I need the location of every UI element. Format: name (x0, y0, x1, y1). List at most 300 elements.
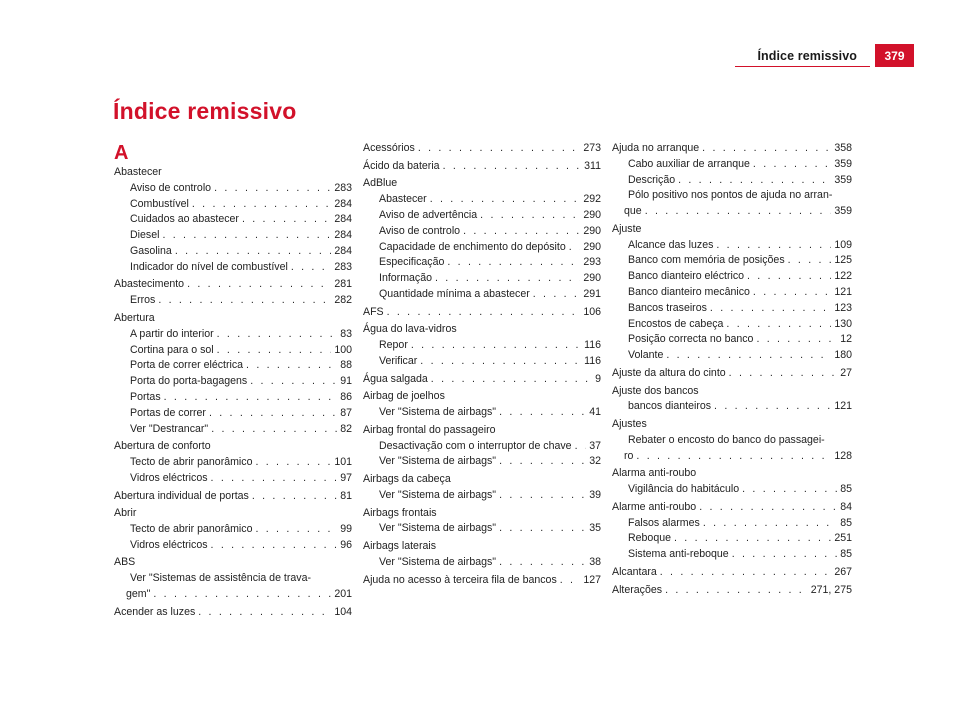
dot-leader (499, 405, 586, 421)
index-entry-line (114, 439, 352, 455)
subentry-label: Ver "Sistema de airbags" (379, 488, 497, 501)
index-subentry (612, 317, 852, 333)
index-entry (114, 555, 352, 602)
page-ref-link[interactable]: 85 (840, 483, 852, 496)
index-entry (612, 466, 852, 498)
index-entry (363, 305, 601, 321)
subentry-label: Banco com memória de posições (628, 254, 785, 267)
index-entry-line (363, 176, 601, 192)
index-entry (114, 277, 352, 309)
page-ref-link[interactable]: 32 (589, 455, 601, 468)
subentry-label-line1: Ver "Sistemas de assistência de trava- (130, 572, 311, 585)
index-entry-line (114, 277, 352, 293)
page-ref-link[interactable]: 311 (584, 159, 601, 172)
index-subentry (363, 338, 601, 354)
page-ref-link[interactable]: 81 (340, 489, 352, 502)
page-ref-link[interactable]: 123 (834, 301, 852, 314)
index-subentry (363, 354, 601, 370)
index-entry (363, 573, 601, 589)
dot-leader (636, 449, 831, 465)
index-entry (612, 366, 852, 382)
subentry-label: Ver "Sistema de airbags" (379, 406, 497, 419)
index-entry-line (114, 555, 352, 571)
index-subentry (612, 482, 852, 498)
page-ref-link[interactable]: 39 (589, 488, 601, 501)
page-ref-link[interactable]: 83 (340, 327, 352, 340)
subentry-label-line1: Rebater o encosto do banco do passagei- (628, 433, 825, 446)
subentry-label: Gasolina (130, 244, 172, 257)
index-entry (363, 389, 601, 421)
index-subentry (612, 301, 852, 317)
entry-label: Água salgada (363, 372, 428, 385)
index-subentry (114, 471, 352, 487)
index-subentry (363, 240, 601, 256)
index-subentry (612, 204, 852, 220)
index-subentry (612, 157, 852, 173)
dot-leader (211, 471, 338, 487)
dot-leader (560, 573, 581, 589)
subentry-label: Reboque (628, 532, 672, 545)
dot-leader (411, 338, 581, 354)
dot-leader (729, 366, 838, 382)
subentry-label: Aviso de controlo (130, 181, 212, 194)
dot-leader (756, 332, 837, 348)
index-entry (612, 565, 852, 581)
dot-leader (660, 565, 832, 581)
page-ref-link[interactable]: 291 (583, 287, 601, 300)
subentry-label: Encostos de cabeça (628, 317, 724, 330)
index-subentry (114, 260, 352, 276)
index-subentry (363, 454, 601, 470)
subentry-label: Falsos alarmes (628, 516, 700, 529)
index-entry (114, 165, 352, 276)
subentry-label: Diesel (130, 229, 160, 242)
index-entry-line (612, 500, 852, 516)
dot-leader (645, 204, 832, 220)
page-ref-link[interactable]: 290 (583, 272, 601, 285)
index-subentry (114, 244, 352, 260)
subentry-label: A partir do interior (130, 327, 214, 340)
index-subentry (363, 488, 601, 504)
index-entry (114, 489, 352, 505)
dot-leader (665, 583, 808, 599)
entry-label: Airbag de joelhos (363, 390, 445, 403)
index-subentry (114, 228, 352, 244)
index-entry (363, 472, 601, 504)
dot-leader (499, 555, 586, 571)
index-entry-line (363, 573, 601, 589)
subentry-label-line2: que (624, 205, 642, 218)
dot-leader (575, 439, 587, 455)
index-entry (114, 506, 352, 553)
subentry-label: Combustível (130, 197, 189, 210)
entry-label: Alarma anti-roubo (612, 467, 697, 480)
index-entry (612, 141, 852, 220)
page-ref-link[interactable]: 86 (340, 390, 352, 403)
page-ref-link[interactable]: 37 (589, 439, 601, 452)
index-column-1 (114, 165, 352, 622)
subentry-label: Verificar (379, 354, 418, 367)
entry-label: ABS (114, 556, 136, 569)
page-ref-link[interactable]: 283 (334, 181, 352, 194)
entry-label: Alterações (612, 583, 663, 596)
entry-label: Ajuste (612, 222, 642, 235)
index-subentry (114, 358, 352, 374)
entry-label: Ajustes (612, 418, 647, 431)
subentry-label: Bancos traseiros (628, 301, 707, 314)
index-entry-line (612, 141, 852, 157)
entry-label: Abertura de conforto (114, 440, 211, 453)
dot-leader (217, 327, 338, 343)
page-ref-link[interactable]: 121 (834, 286, 852, 299)
subentry-label: Especificação (379, 256, 445, 269)
dot-leader (211, 538, 338, 554)
entry-label: Abertura individual de portas (114, 489, 249, 502)
subentry-label: Vigilância do habitáculo (628, 483, 740, 496)
subentry-label-line1: Pólo positivo nos pontos de ajuda no arran- (628, 189, 833, 202)
dot-leader (710, 301, 831, 317)
page-ref-link[interactable]: 41 (589, 406, 601, 419)
dot-leader (211, 422, 337, 438)
index-subentry (363, 439, 601, 455)
page-ref-link[interactable]: 35 (589, 522, 601, 535)
dot-leader (255, 522, 337, 538)
page-ref-link[interactable]: 283 (334, 260, 352, 273)
entry-label: Alarme anti-roubo (612, 500, 697, 513)
index-entry (363, 372, 601, 388)
index-subentry (612, 332, 852, 348)
entry-label: Ajuda no arranque (612, 142, 700, 154)
page-ref-link[interactable]: 290 (583, 224, 601, 237)
index-subentry (612, 547, 852, 563)
index-subentry (612, 531, 852, 547)
subentry-label: Porta de correr eléctrica (130, 359, 244, 372)
index-subentry (612, 348, 852, 364)
index-entry-line (363, 322, 601, 338)
page-ref-link[interactable]: 84 (840, 500, 852, 513)
page-ref-link[interactable]: 101 (334, 456, 352, 469)
dot-leader (714, 399, 831, 415)
page-ref-link[interactable]: 9 (595, 372, 601, 385)
index-subentry (612, 253, 852, 269)
index-entry-line (363, 506, 601, 522)
page-ref-link[interactable]: 201 (334, 588, 352, 601)
page-ref-link[interactable]: 12 (840, 333, 852, 346)
index-entry (363, 176, 601, 302)
index-subentry (114, 390, 352, 406)
index-entry (612, 222, 852, 364)
page-ref-link[interactable]: 359 (834, 205, 852, 218)
dot-leader (499, 521, 586, 537)
dot-leader (702, 141, 831, 157)
page-ref-link[interactable]: 271, 275 (810, 583, 852, 596)
dot-leader (418, 141, 581, 157)
page-ref-link[interactable]: 290 (583, 208, 601, 221)
index-entry (612, 417, 852, 464)
page-ref-link[interactable]: 281 (334, 278, 352, 291)
entry-label: Abertura (114, 311, 155, 324)
index-column-2 (363, 141, 601, 590)
index-subentry (114, 587, 352, 603)
subentry-label: Portas (130, 390, 161, 403)
page-ref-link[interactable]: 284 (334, 213, 352, 226)
dot-leader (164, 390, 338, 406)
entry-label: Airbags laterais (363, 540, 437, 553)
dot-leader (291, 260, 331, 276)
subentry-label-line2: ro (624, 449, 634, 462)
entry-label: Acessórios (363, 142, 415, 154)
dot-leader (435, 271, 580, 287)
page-ref-link[interactable]: 125 (834, 254, 852, 267)
entry-label: Ácido da bateria (363, 159, 440, 172)
subentry-label: Aviso de controlo (379, 224, 461, 237)
dot-leader (716, 238, 831, 254)
page-ref-link[interactable]: 109 (834, 238, 852, 251)
subentry-label: Aviso de advertência (379, 208, 478, 221)
page-ref-link[interactable]: 290 (583, 240, 601, 253)
index-subentry (114, 197, 352, 213)
index-subentry (114, 455, 352, 471)
page-ref-link[interactable]: 127 (583, 573, 601, 586)
page-ref-link[interactable]: 85 (840, 516, 852, 529)
dot-leader (250, 374, 337, 390)
page-ref-link[interactable]: 359 (834, 157, 852, 170)
index-entry-line (612, 417, 852, 433)
page-ref-link[interactable]: 128 (834, 449, 852, 462)
entry-label: Airbags da cabeça (363, 473, 451, 486)
page-ref-link[interactable]: 284 (334, 244, 352, 257)
dot-leader (742, 482, 837, 498)
index-subentry (612, 173, 852, 189)
index-subentry (363, 555, 601, 571)
subentry-label: Vidros eléctricos (130, 538, 208, 551)
index-entry-line (612, 583, 852, 599)
entry-label: AFS (363, 305, 384, 318)
index-entry-line (114, 489, 352, 505)
subentry-label: Banco dianteiro mecânico (628, 286, 750, 299)
index-subentry (114, 327, 352, 343)
page-ref-link[interactable]: 116 (584, 339, 601, 352)
index-subentry (363, 521, 601, 537)
page-ref-link[interactable]: 130 (834, 317, 852, 330)
dot-leader (569, 240, 581, 256)
entry-label: Acender as luzes (114, 605, 196, 618)
entry-label: Abastecer (114, 166, 162, 178)
page-ref-link[interactable]: 116 (584, 354, 601, 367)
page-ref-link[interactable]: 358 (834, 142, 852, 154)
dot-leader (499, 488, 586, 504)
page-ref-link[interactable]: 267 (834, 565, 852, 578)
dot-leader (674, 531, 831, 547)
subentry-label: Erros (130, 294, 156, 307)
index-entry (363, 506, 601, 538)
index-entry-line (363, 159, 601, 175)
subentry-label: bancos dianteiros (628, 400, 712, 413)
dot-leader (747, 269, 831, 285)
header-rule (735, 66, 870, 67)
index-entry-line (363, 372, 601, 388)
dot-leader (214, 181, 331, 197)
index-subentry (114, 406, 352, 422)
page-ref-link[interactable]: 121 (834, 400, 852, 413)
dot-leader (192, 197, 331, 213)
entry-label: Alcantara (612, 565, 657, 578)
dot-leader (246, 358, 337, 374)
index-subentry (612, 449, 852, 465)
subentry-label: Capacidade de enchimento do depósito (379, 240, 566, 253)
dot-leader (447, 255, 580, 271)
entry-label: Abrir (114, 507, 137, 520)
dot-leader (666, 348, 831, 364)
section-letter: A (114, 142, 129, 164)
dot-leader (533, 287, 581, 303)
subentry-label: Banco dianteiro eléctrico (628, 270, 745, 283)
dot-leader (153, 587, 331, 603)
dot-leader (420, 354, 581, 370)
page-number-badge: 379 (875, 44, 914, 67)
page-ref-link[interactable]: 106 (583, 305, 601, 318)
dot-leader (198, 605, 331, 621)
dot-leader (431, 372, 592, 388)
subentry-label: Alcance das luzes (628, 238, 714, 251)
index-subentry (363, 208, 601, 224)
dot-leader (387, 305, 581, 321)
page-title: Índice remissivo (113, 98, 297, 124)
index-entry-line (363, 389, 601, 405)
index-subentry (114, 374, 352, 390)
index-subentry (114, 422, 352, 438)
index-entry-line (363, 141, 601, 157)
index-subentry (363, 287, 601, 303)
index-subentry (363, 255, 601, 271)
entry-label: Água do lava-vidros (363, 323, 457, 336)
page-ref-link[interactable]: 96 (340, 538, 352, 551)
index-subentry (363, 405, 601, 421)
index-entry (612, 384, 852, 416)
index-subentry (114, 293, 352, 309)
subentry-label: Vidros eléctricos (130, 471, 208, 484)
subentry-label: Abastecer (379, 193, 427, 206)
page-ref-link[interactable]: 273 (583, 142, 601, 154)
index-subentry (612, 399, 852, 415)
entry-label: Airbag frontal do passageiro (363, 423, 496, 436)
dot-leader (732, 547, 838, 563)
page-ref-link[interactable]: 104 (334, 605, 352, 618)
index-entry-line (612, 366, 852, 382)
index-entry (363, 141, 601, 157)
dot-leader (217, 343, 332, 359)
index-entry-line (612, 466, 852, 482)
index-entry (363, 423, 601, 470)
dot-leader (209, 406, 337, 422)
subentry-label: Cuidados ao abastecer (130, 213, 239, 226)
index-subentry (114, 212, 352, 228)
entry-label: Airbags frontais (363, 506, 437, 519)
index-subentry (363, 224, 601, 240)
page-ref-link[interactable]: 284 (334, 229, 352, 242)
page-ref-link[interactable]: 293 (583, 256, 601, 269)
index-entry-line (114, 506, 352, 522)
index-entry-line (612, 384, 852, 400)
index-entry-line (612, 222, 852, 238)
dot-leader (162, 228, 331, 244)
subentry-label: Tecto de abrir panorâmico (130, 522, 253, 535)
page-ref-link[interactable]: 27 (840, 366, 852, 379)
subentry-label: Desactivação com o interruptor de chave (379, 439, 572, 452)
index-subentry (363, 192, 601, 208)
dot-leader (175, 244, 332, 260)
subentry-label: Descrição (628, 173, 676, 186)
entry-label: Ajuda no acesso à terceira fila de bancos (363, 573, 557, 586)
dot-leader (430, 192, 581, 208)
dot-leader (443, 159, 582, 175)
dot-leader (252, 489, 337, 505)
index-entry-line (114, 605, 352, 621)
index-entry (114, 311, 352, 437)
page-ref-link[interactable]: 282 (334, 294, 352, 307)
subentry-label: Ver "Destrancar" (130, 422, 209, 435)
index-subentry (612, 285, 852, 301)
page-ref-link[interactable]: 88 (340, 359, 352, 372)
subentry-label: Indicador do nível de combustível (130, 260, 288, 273)
page-ref-link[interactable]: 82 (340, 422, 352, 435)
index-column-3 (612, 141, 852, 600)
page-ref-link[interactable]: 85 (840, 548, 852, 561)
page-ref-link[interactable]: 292 (583, 193, 601, 206)
dot-leader (158, 293, 331, 309)
dot-leader (753, 285, 831, 301)
page-ref-link[interactable]: 122 (834, 270, 852, 283)
index-entry-line (612, 565, 852, 581)
entry-label: AdBlue (363, 177, 398, 190)
dot-leader (699, 500, 837, 516)
page-ref-link[interactable]: 99 (340, 522, 352, 535)
subentry-label: Ver "Sistema de airbags" (379, 455, 497, 468)
dot-leader (788, 253, 832, 269)
page-ref-link[interactable]: 100 (334, 343, 352, 356)
dot-leader (726, 317, 831, 333)
index-entry (114, 439, 352, 486)
subentry-label-line2: gem" (126, 588, 151, 601)
dot-leader (499, 454, 586, 470)
page-ref-link[interactable]: 38 (589, 555, 601, 568)
page-ref-link[interactable]: 87 (340, 406, 352, 419)
subentry-label: Posição correcta no banco (628, 333, 754, 346)
dot-leader (255, 455, 331, 471)
entry-label: Abastecimento (114, 278, 185, 291)
index-subentry (612, 516, 852, 532)
index-subentry (114, 522, 352, 538)
subentry-label: Ver "Sistema de airbags" (379, 555, 497, 568)
subentry-label: Cortina para o sol (130, 343, 214, 356)
page-ref-link[interactable]: 284 (334, 197, 352, 210)
page-ref-link[interactable]: 359 (834, 173, 852, 186)
subentry-label: Ver "Sistema de airbags" (379, 522, 497, 535)
index-subentry (114, 538, 352, 554)
entry-label: Ajuste da altura do cinto (612, 366, 726, 379)
dot-leader (703, 516, 837, 532)
index-subentry (114, 181, 352, 197)
dot-leader (242, 212, 331, 228)
page-ref-link[interactable]: 91 (340, 375, 352, 388)
page-ref-link[interactable]: 97 (340, 471, 352, 484)
page-ref-link[interactable]: 251 (834, 532, 852, 545)
index-entry (612, 500, 852, 563)
page-ref-link[interactable]: 180 (834, 349, 852, 362)
index-subentry (114, 343, 352, 359)
index-entry-line (114, 311, 352, 327)
subentry-label: Sistema anti-reboque (628, 548, 729, 561)
